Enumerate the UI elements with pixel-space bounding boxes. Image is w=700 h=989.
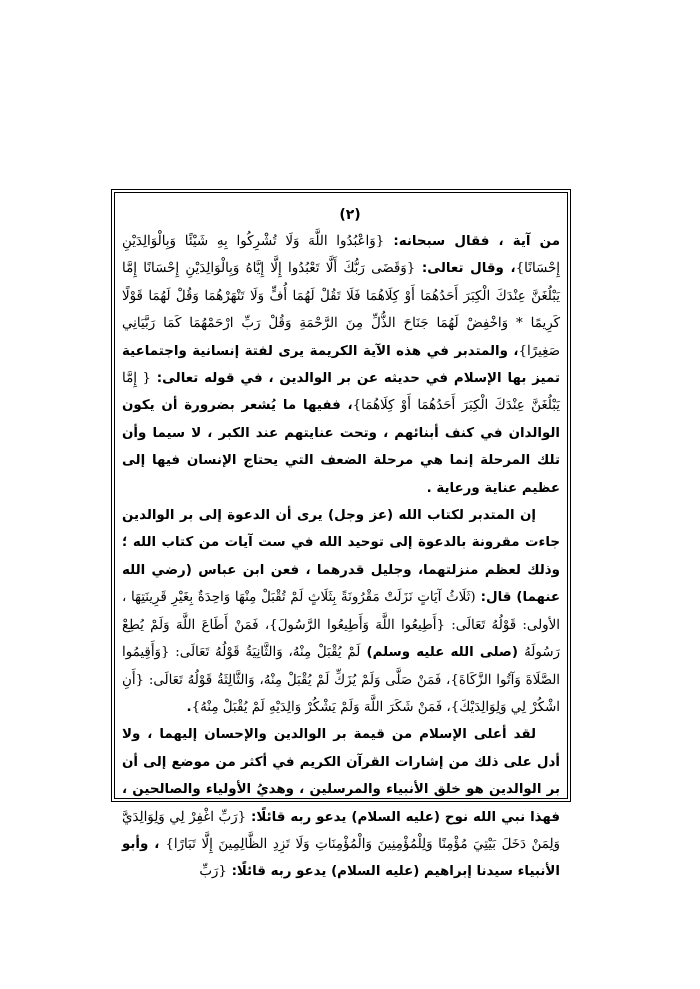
body-text: ، والمتدبر في هذه الآية الكريمة يرى لفتة إنسانية واجتماعية تميز بها الإسلام في حديثه عن بر الوالدين ، في قوله تعالى: (122, 343, 560, 387)
quote-text: {رَبِّ اغْفِرْ لِي وَلِوَالِدَيَّ وَلِمَنْ دَخَلَ بَيْتِيَ مُؤْمِنًا وَلِلْمُؤْمِنِينَ وَالْمُؤْمِنَاتِ وَلَا تَزِدِ الظَّالِمِينَ إِلَّا تَبَارًا} (122, 809, 560, 852)
quote-text: {رَبِّ (199, 864, 227, 880)
body-text: لقد أعلى الإسلام من قيمة بر الوالدين والإحسان إليهما ، ولا أدل على ذلك من إشارات القرآن الكريم في أكثر من موضع إلى أن بر الوالدين هو خلق الأنبياء والمرسلين ، وهديُ الأولياء والصالحين ، فهذا نبي الله نوح (عليه السلام) يدعو ربه قائلًا: (122, 727, 561, 825)
body-text: . (186, 699, 192, 715)
page-number: (٢) (339, 207, 361, 223)
quote-text: { إِمَّا يَبْلُغَنَّ عِنْدَكَ الْكِبَرَ أَحَدُهُمَا أَوْ كِلَاهُمَا} (122, 371, 560, 414)
body-text: ، ففيها ما يُشعر بضرورة أن يكون الوالدان في كنف أبنائهم ، وتحت عنايتهم عند الكبر ، لا سيما وأن تلك المرحلة إنما هي مرحلة الضعف التي يحتاج الإنسان فيها إلى عظيم عناية ورعاية . (122, 398, 560, 496)
paragraph-3 (122, 721, 560, 885)
quote-text: لَمْ يُقْبَلْ مِنْهُ، وَالثَّانِيَةُ قَوْلُهُ تَعَالَى: {وَأَقِيمُوا الصَّلَاةَ وَآتُوا الزَّكَاةَ}، فَمَنْ صَلَّى وَلَمْ يُزَكِّ لَمْ يُقْبَلْ مِنْهُ، وَالثَّالِثَةُ قَوْلُهُ تَعَالَى: {أَنِ اشْكُرْ لِي وَلِوَالِدَيْكَ}، فَمَنْ شَكَرَ اللَّهَ وَلَمْ يَشْكُرْ وَالِدَيْهِ لَمْ يُقْبَلْ مِنْهُ} (122, 645, 560, 715)
body-text: من آية ، فقال سبحانه: (384, 234, 560, 249)
quote-text: {وَقَضَى رَبُّكَ أَلَّا تَعْبُدُوا إِلَّا إِيَّاهُ وَبِالْوَالِدَيْنِ إِحْسَانًا إِمَّا يَبْلُغَنَّ عِنْدَكَ الْكِبَرَ أَحَدُهُمَا أَوْ كِلَاهُمَا فَلَا تَقُلْ لَهُمَا أُفٍّ وَلَا تَنْهَرْهُمَا وَقُلْ لَهُمَا قَوْلًا كَرِيمًا * وَاخْفِضْ لَهُمَا جَنَاحَ الذُّلِّ مِنَ الرَّحْمَةِ وَقُلْ رَبِّ ارْحَمْهُمَا كَمَا رَبَّيَانِي صَغِيرًا} (122, 261, 560, 359)
body-text: ، وقال تعالى: (415, 261, 516, 277)
paragraph-2 (122, 502, 560, 721)
body-text: ، وأبو الأنبياء سيدنا إبراهيم (عليه السلام) يدعو ربه قائلًا: (122, 836, 560, 880)
quote-text: {وَاعْبُدُوا اللَّهَ وَلَا تُشْرِكُوا بِهِ شَيْئًا وَبِالْوَالِدَيْنِ إِحْسَانًا} (122, 234, 560, 277)
body-text: (صلى الله عليه وسلم) (360, 645, 525, 661)
document-body (122, 228, 561, 880)
body-text: إن المتدبر لكتاب الله (عز وجل) يرى أن الدعوة إلى بر الوالدين جاءت مقرونة بالدعوة إلى توحيد الله في ست آيات من كتاب الله ؛ وذلك لعظم منزلتهما، وجليل قدرهما ، فعن ابن عباس (رضي الله عنهما) قال: (122, 508, 560, 606)
paragraph-1 (122, 228, 560, 502)
quote-text: (ثَلَاثُ آيَاتٍ نَزَلَتْ مَقْرُونَةً بِثَلَاثٍ لَمْ تُقْبَلْ مِنْهَا وَاحِدَةٌ بِغَيْرِ قَرِينَتِهَا ، الأولى: قَوْلُهُ تَعَالَى: {أَطِيعُوا اللَّهَ وَأَطِيعُوا الرَّسُولَ}، فَمَنْ أَطَاعَ اللَّهَ وَلَمْ يُطِعْ رَسُولَهُ (122, 590, 560, 661)
